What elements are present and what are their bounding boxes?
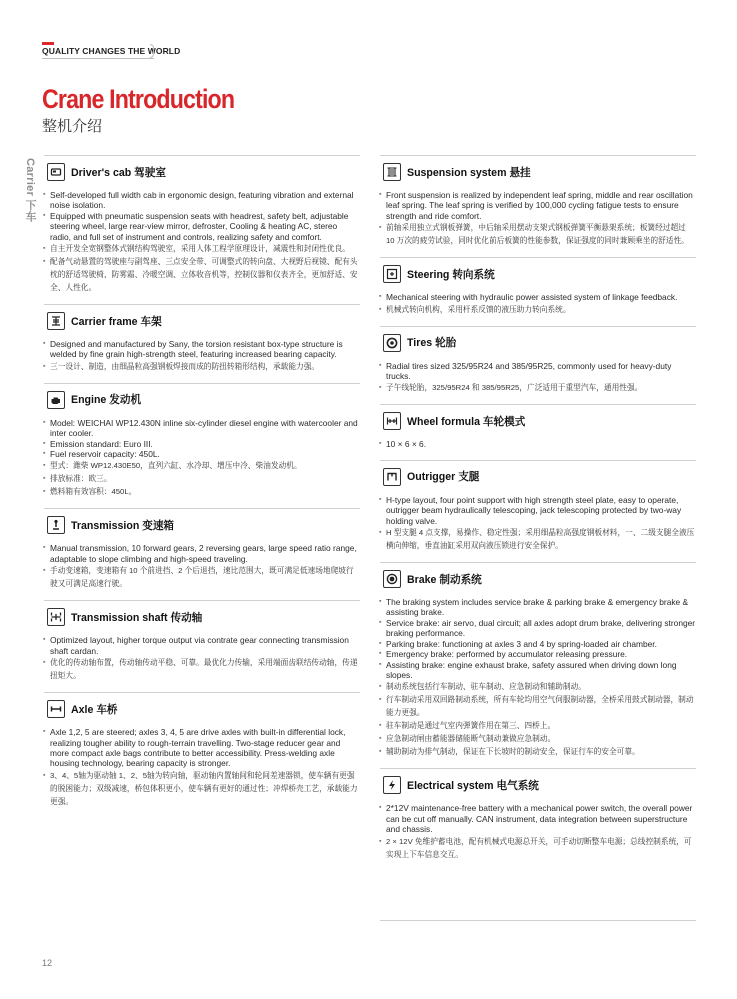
- section-header: [383, 467, 696, 487]
- section-header: [383, 264, 696, 284]
- gearshift-icon: [47, 516, 65, 534]
- bullet-item: ▪ Axle 1,2, 5 are steered; axles 3, 4, 5 are drive axles with built-in differential lock, realizing tougher ability to rough-terrain travelling. Two-stage reducer gear and more compact axle bags contribute to better accessibility. Press-welding axle housing technology, bearing capacity is stronger.: [50, 727, 360, 769]
- section-title: Tires 轮胎: [407, 337, 457, 350]
- bullet-item: ▪ 优化的传动轴布置，传动轴传动平稳、可靠。最优化力传输，采用端面齿联结传动轴，传递扭矩大。: [50, 656, 360, 682]
- section-title: Transmission 变速箱: [71, 519, 175, 532]
- bullet-item: ▪ 机械式转向机构，采用杆系反馈的液压助力转向系统。: [386, 303, 696, 316]
- bullet-item: ▪ 2*12V maintenance-free battery with a mechanical power switch, the overall power can be cut off manually. CAN instrument, data integration between superstructure and chassis.: [386, 803, 696, 834]
- bullet-item: ▪ 制动系统包括行车制动、驻车制动、应急制动和辅助制动。: [386, 680, 696, 693]
- bullet-item: ▪ Designed and manufactured by Sany, the torsion resistant box-type structure is welded by fine grain high-strength steel, featuring increased bearing capacity.: [50, 339, 360, 360]
- cab-icon: [47, 163, 65, 181]
- tire-icon: [383, 334, 401, 352]
- brand-slogan: QUALITY CHANGES THE WORLD: [42, 46, 181, 56]
- section-divider: [44, 383, 360, 384]
- steering-icon: [383, 265, 401, 283]
- page-subtitle: 整机介绍: [42, 118, 103, 135]
- bullet-item: ▪ Emergency brake: performed by accumulator releasing pressure.: [386, 649, 696, 659]
- section-bullet-list: [44, 190, 360, 294]
- section-divider: [380, 326, 696, 327]
- section-bullet-list: [380, 803, 696, 860]
- brand-underline-cap: [150, 44, 154, 58]
- page-number: 12: [42, 958, 53, 968]
- bullet-item: ▪ 2 × 12V 免维护蓄电池，配有机械式电源总开关，可手动切断整车电源；总线控制系统，可实现上下车信息交互。: [386, 835, 696, 861]
- section-bullet-list: [380, 439, 696, 449]
- section-bullet-list: [380, 292, 696, 315]
- section-bullet-list: [380, 361, 696, 395]
- section-bullet-list: [380, 597, 696, 758]
- section-bullet-list: [44, 543, 360, 590]
- brand-underline: [42, 58, 154, 59]
- brand-accent-bar: [42, 42, 54, 45]
- section-header: [383, 333, 696, 353]
- section-header: [47, 515, 360, 535]
- section-divider: [44, 155, 360, 156]
- bullet-item: ▪ 燃料箱有效容积：450L。: [50, 485, 360, 498]
- section-title: Driver's cab 驾驶室: [71, 166, 166, 179]
- bullet-item: ▪ Manual transmission, 10 forward gears, 2 reversing gears, large speed ratio range, adaptable to slope climbing and high-speed traveling.: [50, 543, 360, 564]
- bullet-item: ▪ 型式：潍柴 WP12.430E50，直列六缸、水冷却、增压中冷、柴油发动机。: [50, 459, 360, 472]
- suspension-icon: [383, 163, 401, 181]
- bullet-item: ▪ 10 × 6 × 6.: [386, 439, 696, 449]
- bullet-item: ▪ Assisting brake: engine exhaust brake, safety assured when driving down long slopes.: [386, 660, 696, 681]
- bullet-item: ▪ Optimized layout, higher torque output via contrate gear connecting transmission shaft cardan.: [50, 635, 360, 656]
- section-title: Steering 转向系统: [407, 268, 495, 281]
- bullet-item: ▪ Self-developed full width cab in ergonomic design, featuring vibration and external noise isolation.: [50, 190, 360, 211]
- section-title: Brake 制动系统: [407, 573, 482, 586]
- section-title: Transmission shaft 传动轴: [71, 611, 203, 624]
- section-header: [47, 162, 360, 182]
- bullet-item: ▪ Radial tires sized 325/95R24 and 385/95R25, commonly used for heavy-duty trucks.: [386, 361, 696, 382]
- section-divider: [44, 304, 360, 305]
- bullet-item: ▪ 手动变速箱，变速箱有 10 个前进挡、2 个后退挡，速比范围大，既可满足低速场地爬坡行驶又可满足高速行驶。: [50, 564, 360, 590]
- section-divider: [44, 600, 360, 601]
- wheel-formula-icon: [383, 412, 401, 430]
- bottom-divider: [380, 920, 696, 921]
- left-column: [44, 155, 360, 818]
- section-divider: [380, 155, 696, 156]
- section-bullet-list: [44, 339, 360, 373]
- shaft-icon: [47, 608, 65, 626]
- bullet-item: ▪ 3、4、5轴为驱动轴 1、2、5轴为转向轴，驱动轴内置轴间和轮间差速器锁，使车辆有更强的脱困能力；双级减速，桥包体积更小，使车辆有更好的通过性；冲焊桥壳工艺，承载能力更强。: [50, 769, 360, 808]
- section-header: [47, 390, 360, 410]
- section-bullet-list: [380, 495, 696, 552]
- bullet-item: ▪ 三一设计、制造，由细晶粒高强钢板焊接而成的防扭转箱形结构，承载能力强。: [50, 360, 360, 373]
- bullet-item: ▪ Equipped with pneumatic suspension seats with headrest, safety belt, adjustable steering wheel, large rear-view mirror, defroster, Cooling & heating AC, stereo radio, and full set of instrument and controls, realizing safety and comfort.: [50, 211, 360, 242]
- engine-icon: [47, 391, 65, 409]
- section-divider: [380, 257, 696, 258]
- section-bullet-list: [44, 727, 360, 808]
- section-bullet-list: [44, 635, 360, 682]
- bullet-item: ▪ Front suspension is realized by independent leaf spring, middle and rear oscillation leaf spring. The leaf spring is verified by 100,000 cycling fatigue tests to ensure strength and ride comfort.: [386, 190, 696, 221]
- bullet-item: ▪ Service brake: air servo, dual circuit; all axles adopt drum brake, delivering stronger braking performance.: [386, 618, 696, 639]
- bullet-item: ▪ 配备气动悬置的驾驶座与副驾座、三点安全带、可调整式的转向盘、大视野后视镜、配有头枕的舒适驾驶椅、防雾霜、冷暖空调、立体收音机等，控制仪器和仪表齐全，更加舒适、安全、人性化。: [50, 255, 360, 294]
- section-title: Outrigger 支腿: [407, 471, 480, 484]
- bullet-item: ▪ 自主开发全宽钢整体式钢结构驾驶室，采用人体工程学原理设计，减震性和封闭性优良。: [50, 242, 360, 255]
- section-title: Wheel formula 车轮模式: [407, 415, 526, 428]
- section-divider: [380, 562, 696, 563]
- section-divider: [380, 768, 696, 769]
- lightning-icon: [383, 776, 401, 794]
- bullet-item: ▪ The braking system includes service brake & parking brake & emergency brake & assisting brake.: [386, 597, 696, 618]
- section-title: Carrier frame 车架: [71, 315, 162, 328]
- brake-icon: [383, 570, 401, 588]
- bullet-item: ▪ H 型支腿 4 点支撑，易操作、稳定性强；采用细晶粒高强度钢板材料，一、二级支腿全液压横向伸缩，垂直油缸采用双向液压锁进行安全保护。: [386, 526, 696, 552]
- bullet-item: ▪ H-type layout, four point support with high strength steel plate, easy to operate, outrigger beam hydraulically telescoping, jack telescoping protected by two-way holding valve.: [386, 495, 696, 526]
- section-divider: [380, 460, 696, 461]
- page-title: Crane Introduction: [42, 84, 235, 114]
- bullet-item: ▪ Parking brake: functioning at axles 3 and 4 by spring-loaded air chamber.: [386, 639, 696, 649]
- section-bullet-list: [380, 190, 696, 247]
- bullet-item: ▪ 辅助制动为排气制动，保证在下长坡时的制动安全，保证行车的安全可靠。: [386, 745, 696, 758]
- outrigger-icon: [383, 468, 401, 486]
- bullet-item: ▪ 驻车制动是通过气室内弹簧作用在第三、四桥上。: [386, 719, 696, 732]
- section-header: [383, 162, 696, 182]
- bullet-item: ▪ 行车制动采用双回路制动系统，所有车轮均用空气伺服制动器，全桥采用鼓式制动器，制动能力更强。: [386, 693, 696, 719]
- section-title: Electrical system 电气系统: [407, 779, 539, 792]
- bullet-item: ▪ Model: WEICHAI WP12.430N inline six-cylinder diesel engine with watercooler and inter cooler.: [50, 418, 360, 439]
- frame-icon: [47, 312, 65, 330]
- bullet-item: ▪ 前轴采用独立式钢板弹簧，中后轴采用摆动支架式钢板弹簧平衡悬架系统；板簧经过超过 10 万次的疲劳试验，同时优化前后板簧的性能参数，保证强度的同时兼顾乘坐的舒适性。: [386, 221, 696, 247]
- bullet-item: ▪ Fuel reservoir capacity: 450L.: [50, 449, 360, 459]
- section-header: [383, 775, 696, 795]
- section-divider: [380, 404, 696, 405]
- section-divider: [44, 508, 360, 509]
- bullet-item: ▪ Emission standard: Euro III.: [50, 439, 360, 449]
- section-bullet-list: [44, 418, 360, 499]
- bullet-item: ▪ Mechanical steering with hydraulic power assisted system of linkage feedback.: [386, 292, 696, 302]
- section-header: [47, 699, 360, 719]
- section-divider: [44, 692, 360, 693]
- section-title: Engine 发动机: [71, 394, 142, 407]
- bullet-item: ▪ 子午线轮胎，325/95R24 和 385/95R25，广泛适用于重型汽车，通用性强。: [386, 381, 696, 394]
- section-header: [47, 607, 360, 627]
- bullet-item: ▪ 排放标准：欧三。: [50, 472, 360, 485]
- section-header: [47, 311, 360, 331]
- section-title: Suspension system 悬挂: [407, 166, 531, 179]
- bullet-item: ▪ 应急制动闸由蓄能器储能断气制动兼做应急制动。: [386, 732, 696, 745]
- section-header: [383, 411, 696, 431]
- section-title: Axle 车桥: [71, 703, 118, 716]
- side-section-label: Carrier 下车: [24, 158, 36, 223]
- right-column: [380, 155, 696, 871]
- section-header: [383, 569, 696, 589]
- axle-icon: [47, 700, 65, 718]
